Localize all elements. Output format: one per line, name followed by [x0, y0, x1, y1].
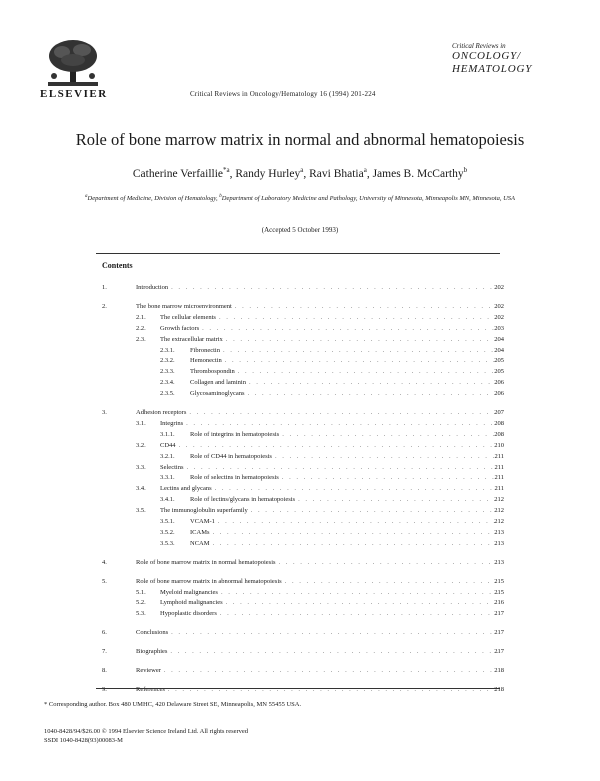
toc-entry-number: 5.2. — [136, 599, 146, 607]
toc-entry-page: 206 — [494, 379, 504, 387]
toc-leader-dots — [282, 473, 498, 483]
toc-entry-title: Growth factors — [160, 324, 200, 332]
toc-entry[interactable] — [0, 346, 600, 356]
affiliation-mark: b — [219, 194, 222, 199]
toc-entry-number: 8. — [102, 667, 107, 674]
toc-entry-title: Role of lectins/glycans in hematopoiesis — [190, 496, 296, 504]
toc-entry-page: 202 — [494, 302, 504, 310]
toc-leader-dots — [238, 367, 498, 377]
author-mark: b — [463, 166, 468, 174]
author-mark: *a — [223, 166, 230, 174]
toc-entry[interactable] — [0, 598, 600, 608]
toc-entry-title-wrap — [190, 452, 498, 462]
toc-entry-title-wrap — [190, 356, 498, 366]
toc-entry[interactable] — [0, 419, 600, 429]
toc-leader-dots — [189, 408, 498, 418]
toc-leader-dots — [215, 484, 498, 494]
journal-top-line: Critical Reviews in — [452, 42, 506, 50]
toc-entry-title: Role of bone marrow matrix in abnormal hematopoiesis — [136, 577, 282, 585]
toc-leader-dots — [168, 685, 498, 695]
toc-entry[interactable] — [0, 356, 600, 366]
toc-entry[interactable] — [0, 484, 600, 494]
toc-entry-title: Hypoplastic disorders — [160, 610, 217, 618]
toc-entry-number: 2.3.2. — [160, 357, 175, 365]
toc-entry-title: Biographies — [136, 648, 168, 656]
toc-entry[interactable] — [0, 389, 600, 399]
toc-entry-title-wrap — [190, 473, 498, 483]
toc-entry-title-wrap — [136, 302, 498, 312]
toc-entry-title: Thrombospondin — [190, 368, 235, 376]
author-name: Ravi Bhatia — [309, 167, 364, 180]
toc-entry[interactable] — [0, 473, 600, 483]
journal-name-line-1: ONCOLOGY/ — [452, 50, 521, 62]
toc-entry-title-wrap — [160, 484, 498, 494]
toc-entry-number: 2.3. — [136, 335, 146, 343]
journal-title-block — [452, 42, 560, 76]
toc-leader-dots — [285, 577, 498, 587]
toc-entry[interactable] — [0, 335, 600, 345]
toc-entry-page: 204 — [494, 346, 504, 354]
affiliations — [60, 192, 540, 203]
toc-leader-dots — [226, 598, 498, 608]
toc-entry-title: The bone marrow microenvironment — [136, 302, 232, 310]
toc-entry[interactable] — [0, 558, 600, 568]
article-title: Role of bone marrow matrix in normal and abnormal hematopoiesis — [75, 130, 525, 149]
author-separator: , — [229, 167, 236, 180]
contents-heading: Contents — [102, 261, 133, 270]
toc-entry-title-wrap — [190, 378, 498, 388]
author-separator: , — [303, 167, 310, 180]
toc-entry-title-wrap — [160, 335, 498, 345]
toc-entry-number: 3.4. — [136, 485, 146, 493]
toc-entry-title-wrap — [160, 313, 498, 323]
toc-entry-number: 5.3. — [136, 610, 146, 618]
toc-entry-number: 3.5.1. — [160, 518, 175, 525]
toc-leader-dots — [226, 335, 498, 345]
toc-entry[interactable] — [0, 628, 600, 638]
toc-leader-dots — [249, 378, 498, 388]
toc-entry-title-wrap — [160, 441, 498, 451]
toc-leader-dots — [186, 463, 498, 473]
toc-entry-title-wrap — [136, 408, 498, 418]
toc-entry-title-wrap — [190, 389, 498, 399]
toc-entry[interactable] — [0, 313, 600, 323]
toc-leader-dots — [218, 517, 498, 527]
toc-entry-page: 211 — [494, 452, 504, 460]
toc-leader-dots — [225, 356, 498, 366]
toc-entry-number: 6. — [102, 629, 107, 637]
contents-bottom-rule — [96, 688, 500, 689]
toc-entry-number: 4. — [102, 558, 107, 566]
toc-entry-number: 3.5.2. — [160, 528, 175, 536]
toc-entry-title-wrap — [136, 666, 498, 676]
toc-entry-page: 217 — [494, 648, 504, 656]
toc-entry-title-wrap — [136, 628, 498, 638]
author-name: James B. McCarthy — [372, 167, 464, 180]
toc-entry-title: Integrins — [160, 419, 184, 427]
toc-entry-number: 2. — [102, 302, 107, 310]
toc-entry-title: The extracellular matrix — [160, 335, 223, 343]
toc-entry-page: 218 — [494, 667, 504, 674]
author-name: Catherine Verfaillie — [132, 167, 224, 180]
toc-entry[interactable] — [0, 367, 600, 377]
toc-leader-dots — [251, 506, 498, 516]
toc-entry-title-wrap — [136, 577, 498, 587]
toc-leader-dots — [235, 302, 498, 312]
toc-entry-number: 2.3.4. — [160, 379, 175, 387]
toc-entry-number: 3.5.3. — [160, 539, 175, 547]
toc-entry-title: The cellular elements — [160, 313, 216, 321]
toc-entry-number: 3.5. — [136, 507, 146, 515]
toc-entry-title-wrap — [190, 430, 498, 440]
toc-entry-title: Conclusions — [136, 629, 169, 637]
toc-entry-number: 1. — [102, 284, 107, 291]
toc-leader-dots — [186, 419, 498, 429]
toc-entry-page: 212 — [494, 496, 504, 504]
toc-entry-page: 213 — [494, 539, 504, 547]
toc-entry[interactable] — [0, 577, 600, 587]
affiliation-mark: a — [85, 194, 88, 199]
toc-entry-title-wrap — [160, 598, 498, 608]
contents-top-rule — [96, 253, 500, 254]
toc-entry-title-wrap — [136, 558, 498, 568]
toc-leader-dots — [171, 628, 498, 638]
toc-entry-title: Role of CD44 in hematopoiesis — [190, 452, 272, 460]
toc-entry-number: 9. — [102, 685, 107, 693]
toc-entry[interactable] — [0, 647, 600, 657]
toc-entry-title: Collagen and laminin — [190, 379, 246, 387]
toc-entry-title-wrap — [136, 283, 498, 293]
toc-entry-title-wrap — [160, 419, 498, 429]
author-mark: a — [363, 166, 367, 174]
toc-entry[interactable] — [0, 495, 600, 505]
toc-leader-dots — [170, 647, 498, 657]
copyright-line: 1040-8428/94/$26.00 © 1994 Elsevier Science Ireland Ltd. All rights reserved — [44, 728, 249, 735]
toc-entry-title: Role of bone marrow matrix in normal hematopoiesis — [136, 558, 276, 566]
toc-entry-title: Adhesion receptors — [136, 409, 187, 416]
toc-entry[interactable] — [0, 517, 600, 527]
toc-entry-title: The immunoglobulin superfamily — [160, 507, 248, 515]
toc-entry-number: 2.3.1. — [160, 346, 175, 354]
toc-leader-dots — [164, 666, 498, 676]
toc-leader-dots — [248, 389, 498, 399]
toc-entry[interactable] — [0, 452, 600, 462]
toc-entry-title-wrap — [190, 346, 498, 356]
toc-entry-number: 7. — [102, 648, 107, 656]
toc-entry-title: Glycosaminoglycans — [190, 390, 245, 398]
toc-entry-page: 212 — [494, 518, 504, 525]
toc-entry-number: 3. — [102, 409, 107, 416]
toc-entry-page: 211 — [494, 474, 504, 482]
toc-entry-page: 217 — [494, 629, 504, 637]
toc-entry-page: 210 — [494, 441, 504, 449]
toc-entry-number: 2.3.3. — [160, 368, 175, 376]
copyright-block — [44, 727, 248, 745]
toc-leader-dots — [223, 346, 498, 356]
toc-entry-page: 217 — [494, 610, 504, 618]
toc-entry-number: 3.3.1. — [160, 474, 175, 482]
toc-entry-title: Lymphoid malignancies — [160, 599, 223, 607]
toc-entry-title: ICAMs — [190, 528, 210, 536]
toc-entry-title: CD44 — [160, 441, 176, 449]
toc-entry[interactable] — [0, 378, 600, 388]
toc-entry-page: 205 — [494, 368, 504, 376]
toc-entry-page: 202 — [494, 313, 504, 321]
toc-entry-number: 2.1. — [136, 313, 146, 321]
toc-leader-dots — [298, 495, 498, 505]
toc-entry-title-wrap — [160, 463, 498, 473]
toc-entry[interactable] — [0, 324, 600, 334]
author-list — [0, 166, 600, 180]
toc-leader-dots — [220, 609, 498, 619]
toc-entry-title: Role of selectins in hematopoiesis — [190, 474, 279, 482]
toc-entry[interactable] — [0, 463, 600, 473]
toc-entry[interactable] — [0, 685, 600, 695]
author-separator: , — [366, 167, 373, 180]
ssdi-line: SSDI 1040-8428(93)00083-M — [44, 737, 123, 744]
toc-entry-title: Lectins and glycans — [160, 485, 212, 493]
toc-entry[interactable] — [0, 528, 600, 538]
toc-entry-number: 2.2. — [136, 324, 146, 332]
toc-entry-page: 216 — [494, 599, 504, 607]
toc-leader-dots — [279, 558, 498, 568]
journal-citation: Critical Reviews in Oncology/Hematology 16 (1994) 201-224 — [190, 90, 376, 98]
toc-entry-number: 5.1. — [136, 588, 146, 596]
toc-entry-number: 2.3.5. — [160, 390, 175, 398]
toc-entry-page: 204 — [494, 335, 504, 343]
toc-entry[interactable] — [0, 430, 600, 440]
toc-entry-title: Introduction — [136, 284, 169, 291]
toc-entry-title: Fibronectin — [190, 346, 220, 354]
affiliation-a: Department of Medicine, Division of Hematology, — [87, 195, 220, 203]
author-name: Randy Hurley — [235, 167, 301, 180]
affiliation-b: Department of Laboratory Medicine and Pathology, University of Minnesota, Minneapolis MN, Minnesota, USA — [221, 195, 515, 203]
toc-leader-dots — [275, 452, 498, 462]
toc-entry[interactable] — [0, 609, 600, 619]
toc-leader-dots — [213, 539, 498, 549]
toc-entry-page: 212 — [494, 507, 504, 515]
toc-entry-title: Myeloid malignancies — [160, 588, 218, 596]
toc-entry[interactable] — [0, 302, 600, 312]
toc-leader-dots — [213, 528, 498, 538]
toc-entry[interactable] — [0, 506, 600, 516]
toc-leader-dots — [202, 324, 498, 334]
toc-entry-title: References — [136, 685, 165, 693]
toc-entry-page: 211 — [494, 485, 504, 493]
toc-entry-page: 218 — [494, 685, 504, 693]
toc-entry-title: Selectins — [160, 463, 184, 471]
toc-entry-title-wrap — [190, 517, 498, 527]
toc-entry-number: 5. — [102, 577, 107, 585]
toc-entry-page: 213 — [494, 528, 504, 536]
toc-entry-title-wrap — [190, 539, 498, 549]
toc-leader-dots — [179, 441, 498, 451]
toc-entry-page: 203 — [494, 324, 504, 332]
toc-entry-title-wrap — [190, 367, 498, 377]
toc-entry[interactable] — [0, 441, 600, 451]
toc-entry-page: 213 — [494, 558, 504, 566]
toc-entry[interactable] — [0, 408, 600, 418]
toc-entry-number: 3.2. — [136, 441, 146, 449]
toc-entry-number: 3.1. — [136, 419, 146, 427]
toc-entry-page: 211 — [494, 463, 504, 471]
toc-entry[interactable] — [0, 539, 600, 549]
toc-entry-page: 206 — [494, 390, 504, 398]
toc-entry-page: 215 — [494, 588, 504, 596]
toc-entry-title: Role of integrins in hematopoiesis — [190, 430, 280, 438]
journal-name-line-2: HEMATOLOGY — [452, 63, 533, 75]
toc-entry-page: 208 — [494, 430, 504, 438]
toc-leader-dots — [221, 588, 498, 598]
toc-entry-title: Hemonectin — [190, 357, 222, 365]
toc-entry-title-wrap — [160, 609, 498, 619]
toc-entry-page: 208 — [494, 419, 504, 427]
toc-entry-title-wrap — [160, 324, 498, 334]
toc-entry-title-wrap — [160, 506, 498, 516]
toc-entry-number: 3.4.1. — [160, 496, 175, 504]
toc-leader-dots — [219, 313, 498, 323]
publisher-name: ELSEVIER — [40, 88, 108, 100]
toc-leader-dots — [171, 283, 498, 293]
toc-entry-title-wrap — [190, 528, 498, 538]
toc-entry-title: Reviewer — [136, 667, 161, 674]
toc-entry[interactable] — [0, 588, 600, 598]
toc-entry-page: 205 — [494, 357, 504, 365]
corresponding-author-footnote: * Corresponding author. Box 480 UMHC, 420 Delaware Street SE, Minneapolis, MN 55455 USA. — [44, 701, 302, 708]
toc-entry-title-wrap — [190, 495, 498, 505]
toc-entry-title-wrap — [160, 588, 498, 598]
toc-entry-page: 215 — [494, 577, 504, 585]
toc-leader-dots — [282, 430, 498, 440]
author-mark: a — [300, 166, 304, 174]
toc-entry-page: 207 — [494, 409, 504, 416]
toc-entry-title: VCAM-1 — [190, 518, 215, 525]
toc-entry-number: 3.1.1. — [160, 430, 175, 438]
toc-entry-number: 3.2.1. — [160, 452, 175, 460]
toc-entry-title-wrap — [136, 685, 498, 695]
toc-entry[interactable] — [0, 283, 600, 293]
accepted-date: (Accepted 5 October 1993) — [261, 226, 339, 234]
toc-entry-title: NCAM — [190, 539, 210, 547]
toc-entry-title-wrap — [136, 647, 498, 657]
toc-entry[interactable] — [0, 666, 600, 676]
toc-entry-number: 3.3. — [136, 463, 146, 471]
toc-entry-page: 202 — [494, 284, 504, 291]
